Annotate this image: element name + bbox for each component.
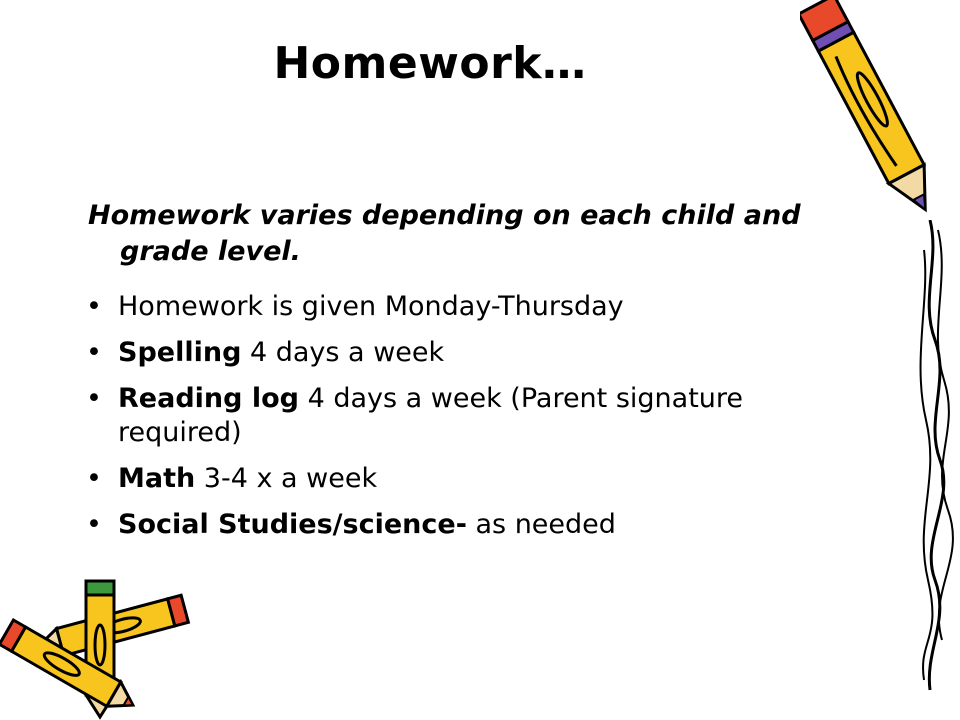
list-item [84, 290, 784, 324]
bullet-icon: • [86, 291, 102, 322]
list-item [84, 462, 784, 496]
pencils-icon [0, 575, 200, 720]
bullet-icon: • [86, 509, 102, 540]
bullet-bold-text: Spelling [118, 337, 242, 368]
list-item [84, 382, 784, 450]
slide-title: Homework… [273, 38, 587, 89]
pencil-icon [800, 0, 950, 230]
bullet-bold-text: Math [118, 463, 196, 494]
pencil-scribble-icon [900, 220, 960, 700]
list-item [84, 508, 784, 542]
bullet-icon: • [86, 337, 102, 368]
list-item [84, 336, 784, 370]
bullet-bold-text: Reading log [118, 383, 299, 414]
bullet-text: 3-4 x a week [195, 463, 378, 494]
bullet-text: Homework is given Monday-Thursday [118, 291, 624, 322]
bullet-icon: • [86, 383, 102, 414]
bullet-icon: • [86, 463, 102, 494]
bullet-bold-text: Social Studies/science- [118, 509, 467, 540]
bullet-text: 4 days a week (Parent signature required) [118, 383, 744, 448]
bullet-text: 4 days a week [241, 337, 445, 368]
bullet-list [84, 290, 784, 554]
intro-text: Homework varies depending on each child and grade level. [88, 200, 801, 267]
bullet-text: as needed [466, 509, 616, 540]
